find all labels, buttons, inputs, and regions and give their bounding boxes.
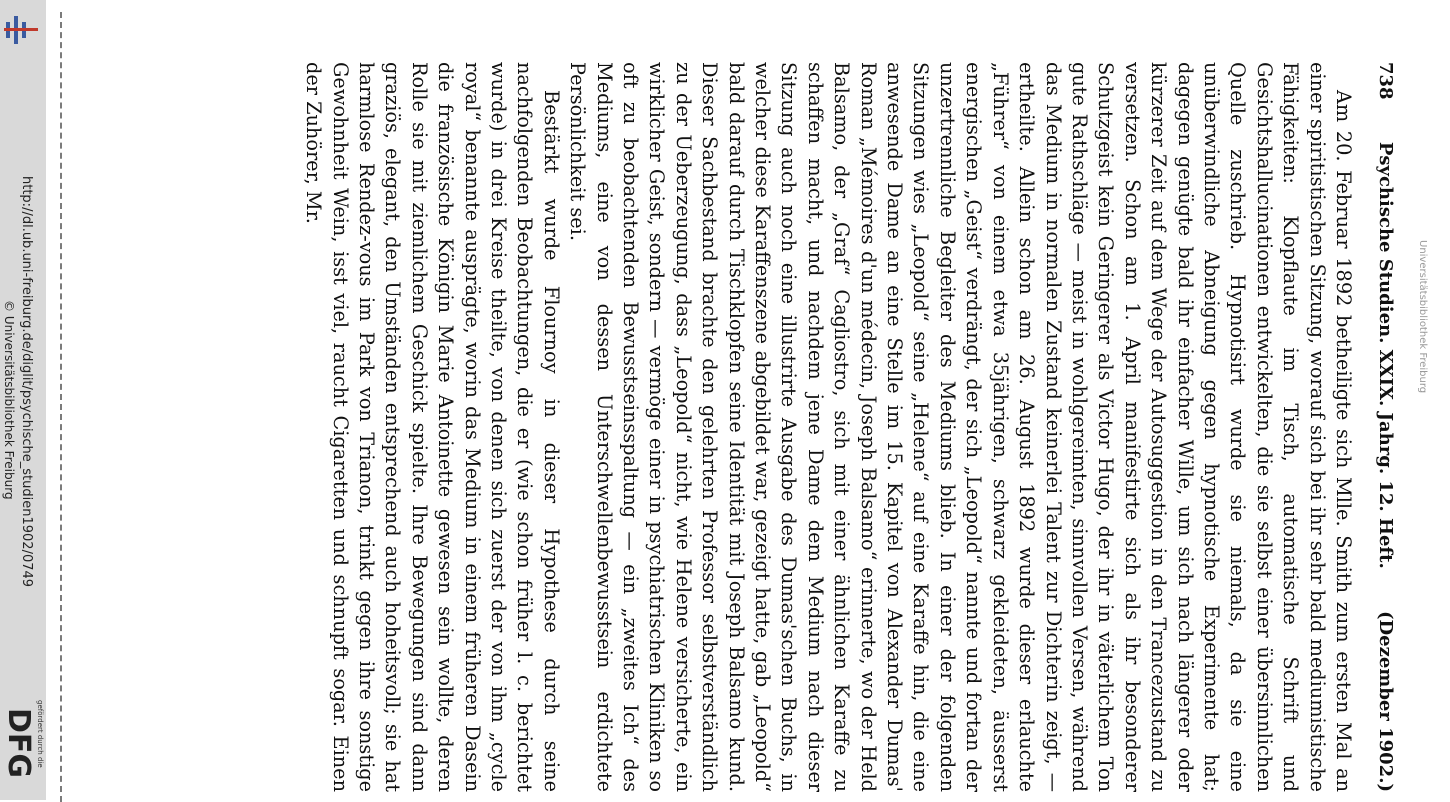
edge-watermark: Universitätsbibliothek Freiburg <box>1417 240 1428 394</box>
page-header <box>1366 62 1400 792</box>
scan-page-edge <box>60 12 68 802</box>
copyright-notice: © Universitätsbibliothek Freiburg <box>2 300 16 500</box>
funded-by-label: gefördert durch die <box>36 700 44 768</box>
dfg-logo: DFG <box>1 708 36 779</box>
paragraph-2: Bestärkt wurde Flournoy in dieser Hypothese durch seine nachfolgenden Beobachtungen, die er (wie schon früher l. c. berichtet wurde) in drei Kreise theilte, von denen sich zuerst der von ihm „cycle royal“ benannte ausprägte, worin das Medium in einem früheren Dasein die französische Königin Marie Antoinette gewesen sein wollte, deren Rolle sie mit ziemlichem Geschick spielte. Ihre Bewegungen sind dann graziös, elegant, den Umständen entsprechend auch hoheitsvoll; sie hat harmlose Rendez-vous im Park von Trianon, trinkt gegen ihre sonstige Gewohnheit Wein, isst viel, raucht Cigaretten und schnupft sogar. Einen der Zuhörer, Mr. <box>302 62 563 792</box>
university-library-logo-icon <box>0 8 46 48</box>
journal-title: Psychische Studien. XXIX. Jahrg. 12. Heft. <box>1375 141 1396 569</box>
page-content <box>210 62 1400 792</box>
viewer-sidebar <box>0 0 46 800</box>
page-body <box>300 62 1366 792</box>
issue-date: (Dezember 1902.) <box>1375 611 1396 792</box>
paragraph-1: Am 20. Februar 1892 betheiligte sich Mlle. Smith zum ersten Mal an einer spiritistischen Sitzung, worauf sich bei ihr sehr bald mediumistische Fähigkeiten: Klopflaute im Tisch, automatische Schrift und Gesichtshallucinationen entwickelten, die sie selbst einer übersinnlichen Quelle zuschrieb. Hypnotisirt wurde sie niemals, da sie eine unüberwindliche Abneigung gegen hypnotische Experimente hat; dagegen genügte bald ihr einfacher Wille, um sich nach längerer oder kürzerer Zeit auf dem Wege der Autosuggestion in den Trancezustand zu versetzen. Schon am 1. April manifestirte sich als ihr besonderer Schutzgeist kein Geringerer als Victor Hugo, der ihr in väterlichem Ton gute Rathschläge — meist in wohlgereimten, sinnvollen Versen, während das Medium in normalen Zustand keinerlei Talent zur Dichterin zeigt, — ertheilte. Allein schon am 26. August 1892 wurde dieser erlauchte „Führer“ von einem etwa 35jährigen, schwarz gekleideten, äusserst energischen „Geist“ verdrängt, der sich „Leopold“ nannte und fortan der unzertrennliche Begleiter des Mediums blieb. In einer der folgenden Sitzungen wies „Leopold“ seine „Helene“ auf eine Karaffe hin, die eine anwesende Dame an eine Stelle im 15. Kapitel von Alexander Dumas' Roman „Mémoires d'un médecin, Joseph Balsamo“ erinnerte, wo der Held Balsamo, der „Graf“ Cagliostro, sich mit einer ähnlichen Karaffe zu schaffen macht, und nachdem jene Dame dem Medium nach dieser Sitzung auch noch eine illustrirte Ausgabe des Dumas'schen Buchs, in welcher diese Karaffenszene abgebildet war, gezeigt hatte, gab „Leopold“ bald darauf durch Tischklopfen seine Identität mit Joseph Balsamo kund. Dieser Sachbestand brachte den gelehrten Professor selbstverständlich zu der Ueberzeugung, dass „Leopold“ nicht, wie Helene versicherte, ein wirklicher Geist, sondern — vermöge einer in psychiatrischen Kliniken so oft zu beobachtenden Bewusstseinsspaltung — ein „zweites Ich“ des Mediums, eine von dessen Unterschwellenbewusstsein erdichtete Persönlichkeit sei. <box>566 62 1355 792</box>
page-number: 738 <box>1375 62 1396 100</box>
document-url[interactable]: http://dl.ub.uni-freiburg.de/diglit/psychische_studien1902/0749 <box>19 176 34 588</box>
scanned-page <box>210 62 1400 792</box>
